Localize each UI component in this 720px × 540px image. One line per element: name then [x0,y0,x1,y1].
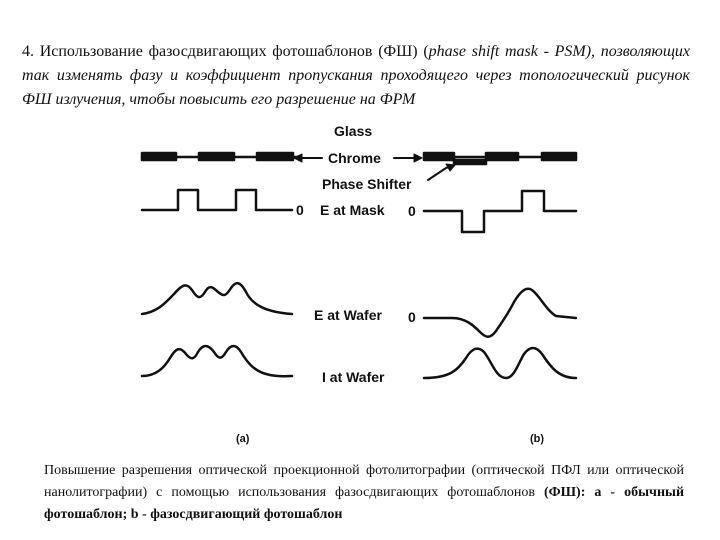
heading-prefix: 4. Использование фазосдвигающих фотошаблонов (ФШ) ( [22,43,429,60]
heading-term: phase shift mask - PSM), [428,43,596,60]
zero-b-mask: 0 [408,203,416,219]
label-e-at-wafer: E at Wafer [314,307,382,323]
e-at-mask-b [424,191,576,232]
label-chrome: Chrome [328,150,381,166]
chrome-block-a2 [199,153,234,160]
caption-text: Повышение разрешения оптической проекционной фотолитографии (оптической ПФЛ или оптической нанолитографии) с помощью использования фазосдвигающих фотошаблонов [44,463,684,500]
e-at-wafer-a [142,283,292,314]
chrome-block-a3 [257,153,293,160]
slide-heading [22,40,690,112]
phase-shift-mask-diagram [0,112,720,452]
panel-label-a: (a) [236,433,250,445]
heading-rest: позволяющих так изменять фазу и коэффициент пропускания проходящего через топологический рисунок ФШ излучения, чтобы повысить его разрешение на ФРМ [22,43,690,108]
zero-a-mask: 0 [296,202,304,218]
zero-b-wafer: 0 [408,309,416,325]
i-at-wafer-a [142,346,292,376]
chrome-block-b1 [424,153,454,160]
phase-shifter-layer [454,160,486,164]
chrome-arrowhead-right [414,154,422,162]
chrome-block-b2 [486,153,518,160]
chrome-block-a1 [142,153,176,160]
label-glass: Glass [334,123,373,139]
i-at-wafer-b [424,348,576,378]
chrome-arrowhead-left [294,154,302,162]
caption-bold: (ФШ): а - обычный фотошаблон; b - фазосдвигающий фотошаблон [44,485,685,522]
label-phase-shifter: Phase Shifter [322,176,412,192]
label-i-at-wafer: I at Wafer [322,369,385,385]
chrome-block-b3 [542,153,576,160]
panel-label-b: (b) [530,433,545,445]
label-e-at-mask: E at Mask [320,202,385,218]
e-at-mask-a [142,190,292,210]
figure-caption [44,460,684,526]
e-at-wafer-b [424,289,576,337]
